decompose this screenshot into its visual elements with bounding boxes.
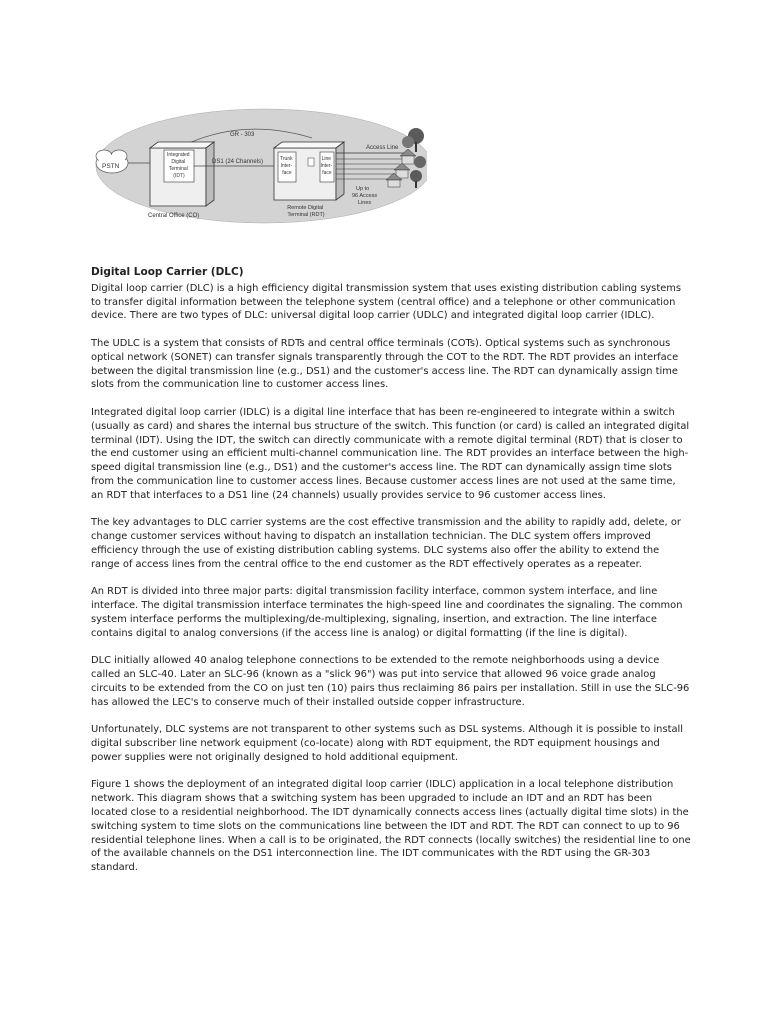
ds1-label: DS1 (24 Channels): [212, 159, 264, 165]
paragraph-dsl-limitations: Unfortunately, DLC systems are not transparent to other systems such as DSL systems. Although it is possible to install digital subscriber line network equipment (co-locate) along with RDT equipment, the RDT equipment housings and power supplies were not originally designed to hold additional equipment.: [91, 724, 683, 763]
paragraph-slc-history: DLC initially allowed 40 analog telephone connections to be extended to the remote neighborhoods using a device called an SLC-40. Later an SLC-96 (known as a "slick 96") was put into service that allowed 96 voice grade analog circuits to be extended from the CO on just ten (10) pairs thus reclaiming 86 pairs per installation. Still in use the SLC-96 has allowed the LEC's to conserve much of their installed outside copper infrastructure.: [91, 655, 690, 708]
document-body: [91, 266, 691, 889]
access-line-label: Access Line: [366, 145, 399, 151]
gr303-label: GR - 303: [230, 132, 255, 138]
idt-label: Integrated Digital Terminal (IDT): [167, 152, 190, 179]
paragraph-idlc: Integrated digital loop carrier (IDLC) is a digital line interface that has been re-engineered to integrate within a switch (usually as card) and shares the internal bus structure of the switch. This function (or card) is called an integrated digital terminal (IDT). Using the IDT, the switch can directly communicate with a remote digital terminal (RDT) that is closer to the end customer using an efficient multi-channel communication line. The RDT provides an interface between the high-speed digital transmission line (e.g., DS1) and the customer's access line. The RDT can dynamically assign time slots from the communication line to customer access lines. Because customer access lines are not used at the same time, an RDT that interfaces to a DS1 line (24 channels) usually provides service to 96 customer access lines.: [91, 406, 690, 501]
line-interface-label: Line Inter- face: [320, 156, 333, 176]
paragraph-figure-description: Figure 1 shows the deployment of an integrated digital loop carrier (IDLC) application in a local telephone distribution network. This diagram shows that a switching system has been upgraded to include an IDT and an RDT has been located close to a residential neighborhood. The IDT dynamically connects access lines (actually digital time slots) in the switching system to time slots on the communications line between the IDT and RDT. The RDT can connect to up to 96 residential telephone lines. When a call is to be originated, the RDT connects (locally switches) the residential line to one of the available channels on the DS1 interconnection line. The IDT communicates with the RDT using the GR-303 standard.: [91, 779, 691, 874]
paragraph-udlc: The UDLC is a system that consists of RDTs and central office terminals (COTs). Optical systems such as synchronous optical network (SONET) can transfer signals transparently through the COT to the RDT. The RDT provides an interface between the digital transmission line (e.g., DS1) and the customer's access line. The RDT can dynamically assign time slots from the communication line to customer access lines.: [91, 337, 679, 391]
paragraph-dlc-intro: Digital loop carrier (DLC) is a high efficiency digital transmission system that uses existing distribution cabling systems to transfer digital information between the telephone system (central office) and a telephone or other communication device. There are two types of DLC: universal digital loop carrier (UDLC) and integrated digital loop carrier (IDLC).: [91, 282, 682, 322]
up-to-96-label: Up to 96 Access Lines: [352, 186, 378, 206]
paragraph-advantages: The key advantages to DLC carrier systems are the cost effective transmission and the ability to rapidly add, delete, or change customer services without having to dispatch an installation technician. The DLC system offers improved efficiency through the use of existing distribution cabling systems. DLC systems also offer the ability to extend the range of access lines from the central office to the end customer as the RDT effectively operates as a repeater.: [91, 517, 681, 570]
pstn-label: PSTN: [102, 163, 120, 170]
paragraph-rdt-parts: An RDT is divided into three major parts: digital transmission facility interface, common system interface, and line interface. The digital transmission interface terminates the high-speed line and coordinates the signaling. The common system interface performs the multiplexing/de-multiplexing, signaling, insertion, and extraction. The line interface contains digital to analog conversions (if the access line is analog) or digital formatting (if the line is digital).: [91, 586, 683, 639]
rdt-label: Remote Digital Terminal (RDT): [287, 205, 325, 218]
trunk-interface-label: Trunk Inter- face: [280, 156, 293, 176]
central-office-label: Central Office (CO): [148, 213, 200, 219]
section-heading: Digital Loop Carrier (DLC): [91, 266, 244, 278]
dlc-diagram: [82, 96, 427, 226]
